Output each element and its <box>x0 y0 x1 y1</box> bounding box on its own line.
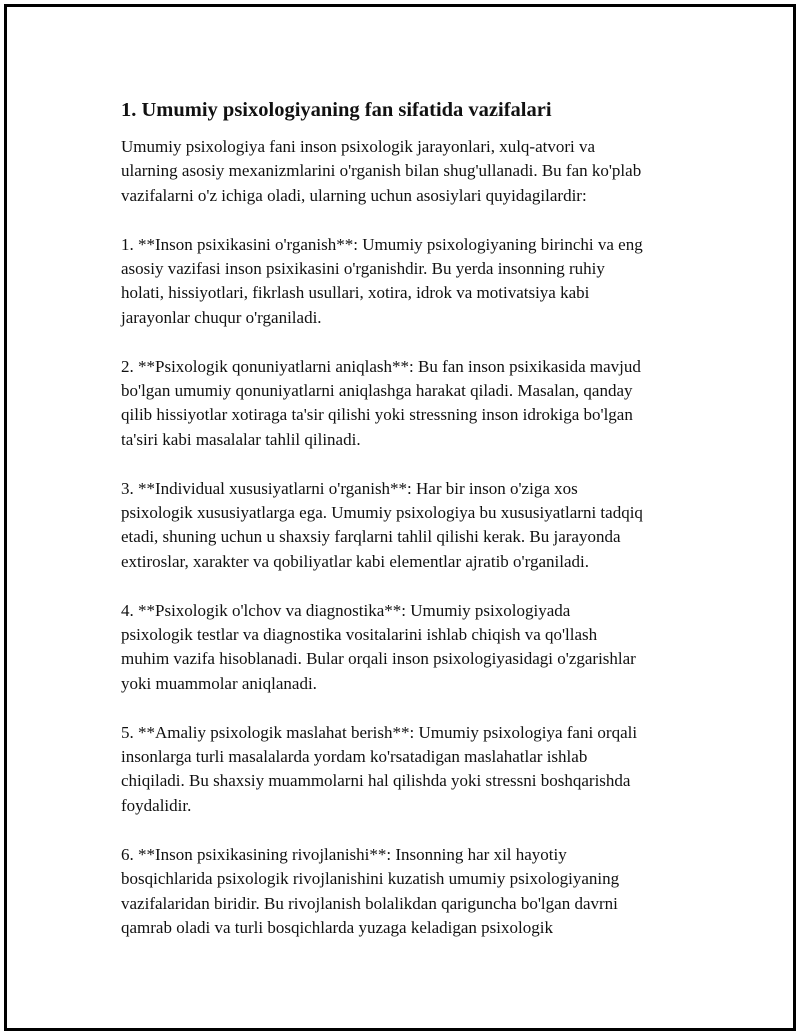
text-line: 2. **Psixologik qonuniyatlarni aniqlash**: Bu fan inson psixikasida mavjud <box>121 356 641 376</box>
text-line: vazifalarni o'z ichiga oladi, ularning uchun asosiylari quyidagilardir: <box>121 185 587 205</box>
text-line: 1. **Inson psixikasini o'rganish**: Umumiy psixologiyaning birinchi va eng <box>121 234 643 254</box>
text-line: holati, hissiyotlari, fikrlash usullari, xotira, idrok va motivatsiya kabi <box>121 283 590 303</box>
text-line: qilib hissiyotlar xotiraga ta'sir qilishi yoki stressning inson idrokiga bo'lgan <box>121 405 633 425</box>
text-line: 3. **Individual xususiyatlarni o'rganish**: Har bir inson o'ziga xos <box>121 478 578 498</box>
text-line: vazifalaridan biridir. Bu rivojlanish bolalikdan qariguncha bo'lgan davrni <box>121 893 618 913</box>
text-line: psixologik testlar va diagnostika vositalarini ishlab chiqish va qo'llash <box>121 625 598 645</box>
paragraph-item-6 <box>121 843 721 941</box>
text-line: insonlarga turli masalalarda yordam ko'rsatadigan maslahatlar ishlab <box>121 747 588 767</box>
text-line: qamrab oladi va turli bosqichlarda yuzaga keladigan psixologik <box>121 917 553 937</box>
text-line: 4. **Psixologik o'lchov va diagnostika**: Umumiy psixologiyada <box>121 600 571 620</box>
text-line: ularning asosiy mexanizmlarini o'rganish bilan shug'ullanadi. Bu fan ko'plab <box>121 161 642 181</box>
text-line: 5. **Amaliy psixologik maslahat berish**: Umumiy psixologiya fani orqali <box>121 722 638 742</box>
text-line: foydalidir. <box>121 795 192 815</box>
paragraph-item-5 <box>121 721 721 819</box>
document-body <box>121 97 721 965</box>
text-line: asosiy vazifasi inson psixikasini o'rganishdir. Bu yerda insonning ruhiy <box>121 259 605 279</box>
paragraph-intro <box>121 135 721 208</box>
page-frame <box>4 4 796 1031</box>
text-line: yoki muammolar aniqlanadi. <box>121 673 317 693</box>
text-line: muhim vazifa hisoblanadi. Bular orqali inson psixologiyasidagi o'zgarishlar <box>121 649 636 669</box>
paragraph-item-2 <box>121 355 721 453</box>
paragraph-item-1 <box>121 233 721 331</box>
text-line: extiroslar, xarakter va qobiliyatlar kabi elementlar ajratib o'rganiladi. <box>121 551 589 571</box>
text-line: psixologik xususiyatlarga ega. Umumiy psixologiya bu xususiyatlarni tadqiq <box>121 503 643 523</box>
text-line: Umumiy psixologiya fani inson psixologik jarayonlari, xulq-atvori va <box>121 137 596 156</box>
text-line: bosqichlarida psixologik rivojlanishini kuzatish umumiy psixologiyaning <box>121 869 620 889</box>
text-line: 6. **Inson psixikasining rivojlanishi**: Insonning har xil hayotiy <box>121 844 567 864</box>
text-line: chiqiladi. Bu shaxsiy muammolarni hal qilishda yoki stressni boshqarishda <box>121 771 631 791</box>
text-line: ta'siri kabi masalalar tahlil qilinadi. <box>121 429 361 449</box>
document-title: 1. Umumiy psixologiyaning fan sifatida vazifalari <box>121 99 552 121</box>
paragraph-item-4 <box>121 599 721 697</box>
text-line: jarayonlar chuqur o'rganiladi. <box>121 307 322 327</box>
text-line: etadi, shuning uchun u shaxsiy farqlarni tahlil qilishi kerak. Bu jarayonda <box>121 527 621 547</box>
paragraph-item-3 <box>121 477 721 575</box>
text-line: bo'lgan umumiy qonuniyatlarni aniqlashga harakat qiladi. Masalan, qanday <box>121 381 633 401</box>
